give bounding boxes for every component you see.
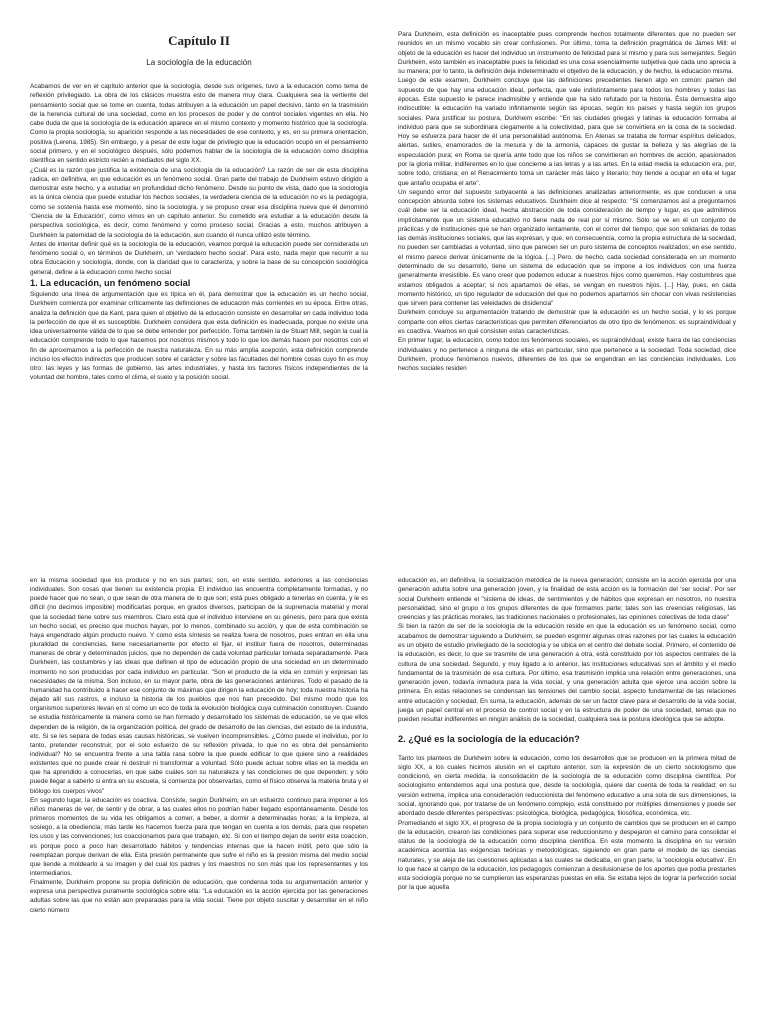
paragraph: en la misma sociedad que los produce y no en sus partes; son, en este sentido, exteriores a las conciencias individuales. Son cosas que tienen su existencia propia. El individuo las encuentra completamente formadas, y no puede hacer que no sean, o que sean de otra manera de lo que son; está pues obligado a tenerlas en cuenta, y le es difícil (no decimos imposible) modificarlas porque, en grados diversos, participan de la supremacía material y moral que la sociedad tiene sobre sus miembros. Claro está que el individuo interviene en su génesis, pero para que exista un hecho social, es preciso que muchos hayan, por lo menos, combinado su acción, y que de esta combinación se haya engendrado algún producto nuevo. Y como esta síntesis se realiza fuera de nosotros, pues entran en ella una pluralidad de conciencias, tiene necesariamente por efecto el fijar, el instituir fuera de nosotros, determinadas maneras de obrar y determinados juicios, que no dependen de cada voluntad particular tomada separadamente. Para Durkheim, las costumbres y las ideas que definen el tipo de educación propio de una sociedad en un determinado momento no son producidas por cada individuo en particular. "Son el producto de la vida en común y expresan las necesidades de la misma. Son incluso, en su mayor parte, obra de las generaciones anteriores. Todo el pasado de la humanidad ha contribuido a hacer ese conjunto de máximas que dirigen la educación de hoy; toda nuestra historia ha dejado allí sus rastros, e incluso la historia de los pueblos que nos han precedido. Del mismo modo que los organismos superiores llevan en sí como un eco de toda la evolución biológica cuya culminación constituyen. Cuando se estudia históricamente la manera como se han formado y desarrollado los sistemas de educación, se ve que ellos dependen de la religión, de la organización política, del grado de desarrollo de las ciencias, del estado de la industria, etc. Si se les separa de todas esas causas históricas, se vuelven incomprensibles. ¿Cómo puede el individuo, por lo tanto, pretender reconstruir, por el solo esfuerzo de su reflexión privada, lo que no es obra del pensamiento individual? No se encuentra frente a una tabla rasa sobre la que puede edificar lo que quiere sino a realidades existentes que no puede crear ni destruir ni transformar a voluntad. Sólo puede actuar sobre ellas en la medida en que ha aprendido a conocerlas, en que sabe cuáles son su naturaleza y las condiciones de que dependen; y sólo puede llegar a saberlo si entra en su escuela, si comienza por observarlas, como el físico observa la materia bruta y el biólogo los cuerpos vivos" [30,577,368,795]
paragraph: Un segundo error del supuesto subyacente a las definiciones analizadas anteriormente, es que conducen a una concepción absurda sobre los sistemas educativos. Durkheim dice al respecto: "Si comenzamos así a preguntarnos cuál debe ser la educación ideal, hecha abstracción de toda consideración de tiempo y lugar, es que admitimos implícitamente que un sistema educativo no tiene nada de real por sí mismo. Sólo se ve en él un conjunto de prácticas y de instituciones que se han organizado lentamente, con el correr del tiempo, que son solidarias de todas las demás instituciones sociales, que las expresan, y que, en consecuencia, como la propia estructura de la sociedad, no pueden ser cambiadas a voluntad, sino que parecen ser un puro sistema de conceptos realizados; en ese sentido, el mismo parece derivar únicamente de la lógica. [...] Pero, de hecho, cada sociedad considerada en un momento determinado de su desarrollo, tiene un sistema de educación que se impone a los individuos con una fuerza generalmente irresistible. Es vano creer que podemos educar a nuestros hijos como queremos. Hay costumbres que estamos obligados a aceptar; si nos apartamos de ellas, se vengan en nuestros hijos. [...] Hay, pues, en cada momento histórico, un tipo regulador de educación del que no podemos apartarnos sin chocar con vivas resistencias que sirven para contener las veleidades de disidencia" [398,188,736,308]
paragraph: Acabamos de ver en el capítulo anterior que la sociología, desde sus orígenes, tuvo a la educación como tema de reflexión privilegiado. La obra de los clásicos muestra esto de manera muy clara. Cualquiera sea la vertiente del pensamiento social que se tome en cuenta, todas atribuyen a la educación un papel decisivo, tanto en la trasmisión de la herencia cultural de una sociedad, como en los procesos de poder y de control sociales vigentes en ella. No cabe duda de que la sociología de la educación aparece en el mismo contexto y momento histórico que la sociología. Como la propia sociología, su aparición responde a las necesidades de ese contexto, y es, en su primera orientación, positiva (Lerena, 1985). Sin embargo, y a pesar de este lugar de privilegio que la educación ocupó en el pensamiento social primero, y en el sociológico después, sólo podemos hablar de la sociología de la educación como disciplina científica en sentido estricto recién a mediados del siglo XX. [30,83,368,165]
paragraph: Luego de este examen, Durkheim concluye que las definiciones precedentes tienen algo en común: parten del supuesto de que hay una educación ideal, perfecta, que vale indistintamente para todos los hombres y todas las épocas. Este supuesto le parece inadmisible y entiende que ha sido refutado por la historia. Ésta demuestra algo indiscutible: la educación ha variado infinitamente según las épocas, según los países y hasta según los grupos sociales. Para justificar su postura, Durkheim escribe: "En las ciudades griegas y latinas la educación formaba al individuo para que se subordinara ciegamente a la colectividad, para que se convirtiera en la cosa de la sociedad. Hoy se esfuerza para hacer de él una personalidad autónoma. En Atenas se trataba de formar espíritus delicados, alertas, sutiles, enamorados de la mesura y de la armonía, capaces de gustar la belleza y las alegrías de la especulación pura; en Roma se quería ante todo que los niños se convirtieran en hombres de acción, apasionados por la gloria militar, indiferentes en lo que concierne a las letras y a las artes. En la edad media la educación era, por, sobre todo, cristiana; en el Renacimiento toma un carácter más laico y literario; hoy tiende a ocupar en ella el lugar que antaño ocupaba el arte". [398,77,736,187]
paragraph: Finalmente, Durkheim propone su propia definición de educación, que condensa toda su argumentación anterior y expresa una perspectiva puramente sociológica sobre ella: "La educación es la acción ejercida por las generaciones adultas sobre las que no están aún preparadas para la vida social. Tiene por objeto suscitar y desarrollar en el niño cierto número [30,879,368,914]
paragraph: ¿Cuál es la razón que justifica la existencia de una sociología de la educación? La razón de ser de esta disciplina radica, en definitiva, en que educación es un fenómeno social. Gran parte del trabajo de Durkheim estuvo dirigido a demostrar este hecho, y a estudiar en profundidad dicho fenómeno. Desde su punto de vista, dado que la sociología es la única ciencia que puede estudiar los hechos sociales, la verdadera ciencia de la educación no es la pedagogía, como se sostenía hasta ese momento, sino la sociología, y se propuso crear esa disciplina nueva que él denominó 'Ciencia de la Educación', como vimos en un capítulo anterior. Su cometido era estudiar a la educación desde la perspectiva sociológica, es decir, como fenómeno y como proceso social. Gracias a esto, muchos atribuyen a Durkheim la paternidad de la sociología de la educación, aun cuando él nunca utilizó este término. [30,166,368,239]
chapter-subtitle: La sociología de la educación [146,58,252,67]
paragraph: Durkheim concluye su argumentación tratando de demostrar que la educación es un hecho social, y lo es porque comparte con ellos ciertas características que permiten diferenciarlos de otro tipo de fenómenos: es supraindividual y es coactiva. Veamos en qué consisten estas características. [398,309,736,335]
paragraph: Para Durkheim, esta definición es inaceptable pues comprende hechos totalmente diferentes que no pueden ser reunidos en un mismo vocablo sin crear confusiones. Por último, toma la definición pragmática de James Mill: el objeto de la educación es hacer del individuo un instrumento de felicidad para sí mismo y para sus semejantes. Según Durkheim, esto también es inaceptable pues la felicidad es una cosa esencialmente subjetiva que cada uno aprecia a su manera; por lo tanto, la definición deja indeterminado el objetivo de la educación, y de hecho, la educación misma. [398,31,736,76]
chapter-title: Capítulo II [168,33,230,48]
paragraph: En segundo lugar, la educación es coactiva. Consiste, según Durkheim, en un esfuerzo continuo para imponer a los niños maneras de ver, de sentir y de obrar, a las cuales ellos no podrían haber llegado espontáneamente. Desde los primeros momentos de su vida les obligamos a comer, a beber, a dormir a determinadas horas; a la limpieza, al sosiego, a la obediencia; más tarde les hacemos fuerza para que tengan en cuenta a los demás, para que respeten los usos y las convenciones; los coaccionamos para que trabajen, etc. Si con el tiempo dejan de sentir esta coacción, es porque poco a poco han desarrollado hábitos y tendencias internas que la hacen inútil, pero que sólo la reemplazan porque derivan de ella. Esta presión permanente que sufre el niño es la presión misma del medio social que tiende a moldearlo a su imagen y del cual los padres y los maestros no son más que los representantes y los intermediarios. [30,796,368,877]
paragraph: Siguiendo una línea de argumentación que es típica en él, para demostrar que la educación es un hecho social, Durkheim comienza por examinar críticamente las definiciones de educación más corrientes en su época. Entre otras, analiza la definición que da Kant, para quien el objetivo de la educación consiste en desarrollar en cada individuo toda la perfección de que él es susceptible. Durkheim considera que esta definición es inadecuada, porque no existe una idea universalmente válida de lo que se debe entender por perfección. Toma también la de Stuart Mill, según la cual la educación comprende todo lo que hacemos por nosotros mismos y todo lo que los demás hacen por nosotros con el fin de aproximarnos a la perfección de nuestra naturaleza. En su más amplia acepción, esta definición comprende incluso los efectos indirectos que producen sobre el carácter y sobre las facultades del hombre cosas cuyo fin es muy otro: las leyes y las formas de gobierno, las artes industriales, y hasta los factores físicos independientes de la voluntad del hombre, tales como el clima, el suelo y la posición social. [30,290,368,382]
paragraph: Tanto los planteos de Durkheim sobre la educación, como los desarrollos que se producen en la primera mitad de siglo XX, a los cuales hicimos alusión en el capítulo anterior, son la expresión de un cierto sociologismo que condicionó, en cierta medida, la consolidación de la sociología de la educación como disciplina científica. Por sociologismo entendemos aquí una postura que, desde la sociología, quiere dar cuenta de toda la realidad; en su versión extrema, implica una consideración reduccionista del fenómeno educativo a una sola de sus dimensiones, la social, ignorando que, por tratarse de un fenómeno complejo, está constituido por múltiples dimensiones y puede ser abordado desde diferentes perspectivas: psicológica, biológica, pedagógica, filosófica, económica, etc. [398,754,736,818]
paragraph: Promediando el siglo XX, el progreso de la propia sociología y un conjunto de cambios que se producen en el campo de la educación, crearon las condiciones para superar ese reduccionismo y despejaron el camino para consolidar el status de la sociología de la educación como disciplina científica. En este momento la disciplina en su versión académica acentúa las exigencias teóricas y metodológicas, siguiendo en gran parte el modelo de las ciencias naturales, y se aleja de las cuestiones aplicadas a las cuales se dedicaba, en gran parte, la 'sociología educativa'. En lo que hace al campo de la educación, los pedagogos comienzan a desilusionarse de los aportes que podía prestarles esta sociología porque no se cumplieron las esperanzas puestas en ella. Se estaba lejos de lograr la perfección social por la que aquella [398,819,736,892]
page-3 [30,576,368,1024]
paragraph: En primer lugar, la educación, como todos los fenómenos sociales, es supraindividual, existe fuera de las conciencias individuales y no pertenece a ninguna de ellas en particular, sino que pertenece a la sociedad. Toda sociedad, dice Durkheim, produce fenómenos nuevos, diferentes de los que se engendran en las conciencias individuales. Los hechos sociales residen [398,337,736,373]
page-1 [30,30,368,520]
page-2 [398,30,736,520]
section-heading: 1. La educación, un fenómeno social [30,277,191,288]
paragraph: Si bien la razón de ser de la sociología de la educación reside en que la educación es un fenómeno social, como acabamos de demostrar siguiendo a Durkheim, se pueden esgrimir algunas otras razones por las cuales la educación es un objeto de estudio privilegiado de la sociología y se ubica en el centro del debate social. Primero, el contenido de la educación, es decir, lo que se trasmite de una generación a otra, está constituido por los aspectos centrales de la cultura de una sociedad. Segundo, y muy ligado a lo anterior, las instituciones educativas son el ámbito y el medio fundamental de la trasmisión de esa cultura. Por último, esa trasmisión implica una relación entre generaciones, una generación joven, todavía inmadura para la vida social, y una generación adulta que ejerce una acción sobre la primera. En estas relaciones se condensan las tensiones del cambio social, aspecto fundamental de las relaciones entre educación y sociedad. En suma, la educación, además de ser un factor clave para el desarrollo de la vida social, juega un papel central en el proceso de control social y en la estructura de poder de una sociedad, temas que no pueden resultar indiferentes en ningún análisis de la sociedad, cualquiera sea la postura ideológica que se adopte. [398,623,736,724]
paragraph: Antes de intentar definir qué es la sociología de la educación, veamos porqué la educación puede ser considerada un fenómeno social o, en términos de Durkheim, un 'verdadero hecho social'. Para esto, nada mejor que recurrir a su obra Educación y sociología, donde, con la claridad que lo caracteriza, y sobre la base de su concepción sociológica general, define a la educación como hecho social [30,240,368,276]
paragraph: educación es, en definitiva, la socialización metódica de la nueva generación; consiste en la acción ejercida por una generación adulta sobre una generación joven, y la finalidad de esta acción es la formación del 'ser social'. Por ser social Durkheim entiende el "sistema de ideas, de sentimientos y de hábitos que expresan en nosotros, no nuestra personalidad, sino el grupo o los grupos diferentes de que formamos parte; tales son las creencias religiosas, las creencias y las prácticas morales, las tradiciones nacionales o profesionales, las opiniones colectivas de toda clase" [398,577,736,622]
page-4 [398,576,736,1024]
section-heading: 2. ¿Qué es la sociología de la educación? [398,733,580,744]
